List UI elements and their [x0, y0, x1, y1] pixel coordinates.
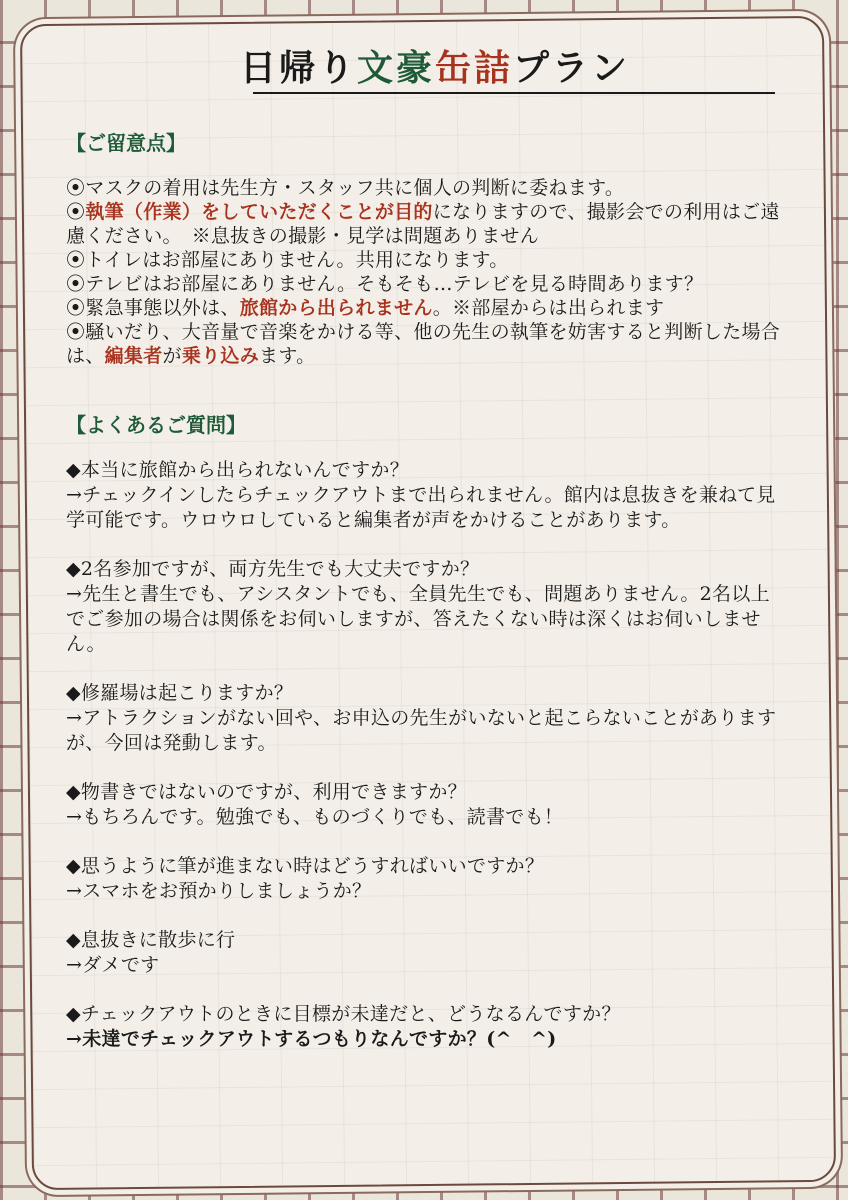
note-text: 。※部屋からは出られます [432, 297, 665, 319]
faq-heading: 【よくあるご質問】 [66, 413, 246, 437]
title-part-bungou: 文豪 [357, 47, 436, 89]
note-highlight: 執筆（作業）をしていただくことが目的 [85, 201, 433, 223]
note-highlight: 旅館から出られません [239, 297, 433, 319]
faq-item [66, 681, 782, 756]
faq-question: ◆息抜きに散歩に行 [66, 929, 236, 951]
faq-answer: →ダメです [66, 954, 160, 976]
note-text: ⦿トイレはお部屋にありません。共用になります。 [66, 249, 509, 271]
title-underline [253, 92, 775, 94]
faq-question: ◆修羅場は起こりますか？ [66, 682, 294, 704]
faq-question: ◆思うように筆が進まない時はどうすればいいですか？ [66, 855, 545, 877]
faq-answer: →未達でチェックアウトするつもりなんですか？(^ ^) [66, 1028, 557, 1050]
main-content [66, 128, 782, 1076]
faq-item [66, 1002, 782, 1052]
faq-item [66, 854, 782, 904]
notes-list [66, 176, 782, 368]
faq-answer: →アトラクションがない回や、お申込の先生がいないと起こらないことがありますが、今回は発動します。 [66, 707, 777, 754]
note-item [66, 248, 782, 272]
note-text: ⦿マスクの着用は先生方・スタッフ共に個人の判断に委ねます。 [66, 177, 625, 199]
faq-item [66, 928, 782, 978]
faq-answer: →もちろんです。勉強でも、ものづくりでも、読書でも！ [66, 806, 564, 828]
note-text: ⦿緊急事態以外は、 [66, 297, 240, 319]
note-text: が [162, 345, 182, 367]
note-highlight: 乗り込み [181, 345, 260, 367]
title-part-higaeri: 日帰り [240, 47, 358, 89]
note-item [66, 200, 782, 248]
faq-item [66, 458, 782, 533]
note-text: になりますので、撮影会での利用はご遠慮ください。 ※息抜きの撮影・見学は問題ありません [66, 201, 780, 247]
note-item [66, 272, 782, 296]
faq-answer: →スマホをお預かりしましょうか？ [66, 880, 372, 902]
faq-answer: →チェックインしたらチェックアウトまで出られません。館内は息抜きを兼ねて見学可能です。ウロウロしていると編集者が声をかけることがあります。 [66, 484, 776, 531]
faq-question: ◆2名参加ですが、両方先生でも大丈夫ですか？ [66, 558, 480, 580]
title-part-kanzume: 缶詰 [435, 47, 514, 89]
faq-question: ◆物書きではないのですが、利用できますか？ [66, 781, 467, 803]
faq-item [66, 557, 782, 657]
note-text: ⦿騒いだり、大音量で音楽をかける等、他の先生の執筆を妨害すると判断した場合は、 [66, 321, 781, 367]
faq-question: ◆本当に旅館から出られないんですか？ [66, 459, 410, 481]
note-text: ます。 [259, 345, 316, 367]
note-text: ⦿ [66, 201, 86, 223]
note-text: ⦿テレビはお部屋にありません。そもそも…テレビを見る時間あります？ [66, 273, 704, 295]
section-spacer [66, 368, 782, 410]
note-item [66, 320, 782, 368]
page-title [240, 40, 631, 91]
faq-item [66, 780, 782, 830]
note-item [66, 176, 782, 200]
note-highlight: 編集者 [104, 345, 163, 367]
faq-question: ◆チェックアウトのときに目標が未達だと、どうなるんですか？ [66, 1003, 621, 1025]
note-item [66, 296, 782, 320]
faq-answer: →先生と書生でも、アシスタントでも、全員先生でも、問題ありません。2名以上でご参加の場合は関係をお伺いしますが、答えたくない時は深くはお伺いしません。 [66, 583, 770, 655]
title-header [240, 40, 631, 92]
notes-heading: 【ご留意点】 [66, 131, 186, 155]
title-part-plan: プラン [513, 47, 631, 89]
